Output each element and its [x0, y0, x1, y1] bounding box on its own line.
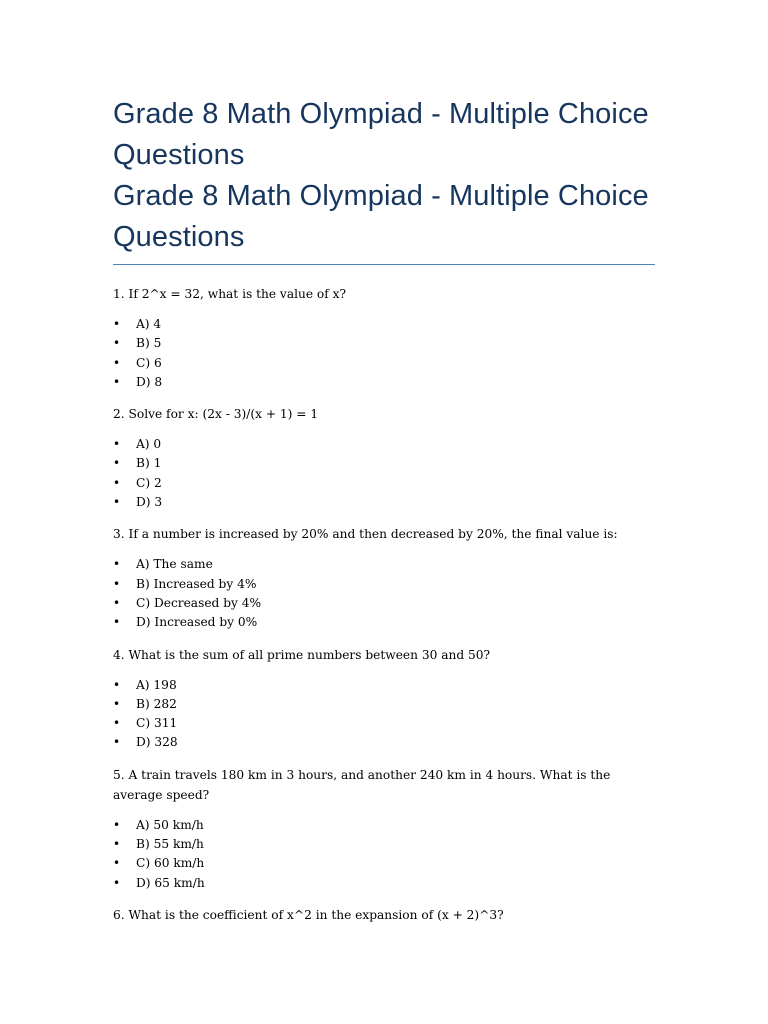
answer-option-label: C) Decreased by 4%	[136, 595, 262, 610]
answer-option	[113, 835, 656, 854]
answer-option	[113, 474, 656, 493]
answer-option-label: C) 2	[136, 475, 162, 490]
answer-option	[113, 714, 656, 733]
answer-option	[113, 854, 656, 873]
answer-option-label: C) 311	[136, 716, 178, 731]
answer-option	[113, 676, 656, 695]
answer-option	[113, 493, 656, 512]
answer-option-label: A) 0	[136, 437, 162, 452]
question-text: 1. If 2^x = 32, what is the value of x?	[113, 287, 347, 301]
answer-option	[113, 454, 656, 473]
bullet-icon: •	[113, 735, 121, 750]
answer-options	[113, 816, 656, 893]
answer-option	[113, 354, 656, 373]
answer-option	[113, 695, 656, 714]
bullet-icon: •	[113, 595, 121, 610]
answer-option	[113, 816, 656, 835]
answer-option	[113, 435, 656, 454]
bullet-icon: •	[113, 696, 121, 711]
document-page	[113, 94, 656, 936]
bullet-icon: •	[113, 336, 121, 351]
answer-option	[113, 874, 656, 893]
answer-option	[113, 575, 656, 594]
answer-option-label: B) 55 km/h	[136, 837, 204, 852]
answer-options	[113, 435, 656, 512]
bullet-icon: •	[113, 716, 121, 731]
question-text: 2. Solve for x: (2x - 3)/(x + 1) = 1	[113, 407, 319, 422]
question-list	[113, 284, 656, 925]
question-text: 6. What is the coefficient of x^2 in the expansion of (x + 2)^3?	[113, 907, 504, 922]
answer-option	[113, 373, 656, 392]
answer-option-label: B) Increased by 4%	[136, 576, 257, 591]
answer-option	[113, 555, 656, 574]
answer-option-label: D) 3	[136, 495, 163, 510]
answer-option-label: B) 5	[136, 336, 162, 351]
answer-option-label: D) 328	[136, 735, 178, 750]
answer-option-label: D) 8	[136, 374, 163, 389]
answer-option	[113, 334, 656, 353]
answer-option	[113, 594, 656, 613]
bullet-icon: •	[113, 317, 121, 331]
answer-option-label: A) 50 km/h	[136, 817, 204, 832]
answer-option-label: C) 6	[136, 355, 162, 370]
answer-options	[113, 315, 656, 392]
document-title: Grade 8 Math Olympiad - Multiple Choice Questions	[113, 98, 649, 171]
answer-option-label: A) The same	[136, 557, 213, 572]
answer-option-label: B) 1	[136, 456, 162, 471]
bullet-icon: •	[113, 475, 121, 490]
bullet-icon: •	[113, 576, 121, 591]
answer-option-label: A) 198	[136, 677, 177, 692]
question-text: 4. What is the sum of all prime numbers between 30 and 50?	[113, 647, 491, 662]
answer-option-label: D) Increased by 0%	[136, 615, 258, 630]
question-text: 3. If a number is increased by 20% and then decreased by 20%, the final value is:	[113, 527, 618, 542]
bullet-icon: •	[113, 837, 121, 852]
bullet-icon: •	[113, 677, 121, 692]
answer-option-label: A) 4	[136, 317, 162, 331]
answer-option	[113, 733, 656, 752]
bullet-icon: •	[113, 495, 121, 510]
answer-option	[113, 315, 656, 334]
bullet-icon: •	[113, 374, 121, 389]
bullet-icon: •	[113, 456, 121, 471]
title-divider	[113, 264, 655, 265]
answer-option-label: D) 65 km/h	[136, 875, 205, 890]
bullet-icon: •	[113, 856, 121, 871]
bullet-icon: •	[113, 817, 121, 832]
answer-option	[113, 613, 656, 632]
bullet-icon: •	[113, 557, 121, 572]
answer-options	[113, 555, 656, 632]
bullet-icon: •	[113, 615, 121, 630]
answer-option-label: B) 282	[136, 696, 177, 711]
answer-options	[113, 676, 656, 753]
bullet-icon: •	[113, 437, 121, 452]
document-title-repeat: Grade 8 Math Olympiad - Multiple Choice Questions	[113, 180, 649, 253]
question-text: 5. A train travels 180 km in 3 hours, and another 240 km in 4 hours. What is the average speed?	[113, 767, 611, 802]
bullet-icon: •	[113, 355, 121, 370]
answer-option-label: C) 60 km/h	[136, 856, 205, 871]
bullet-icon: •	[113, 875, 121, 890]
